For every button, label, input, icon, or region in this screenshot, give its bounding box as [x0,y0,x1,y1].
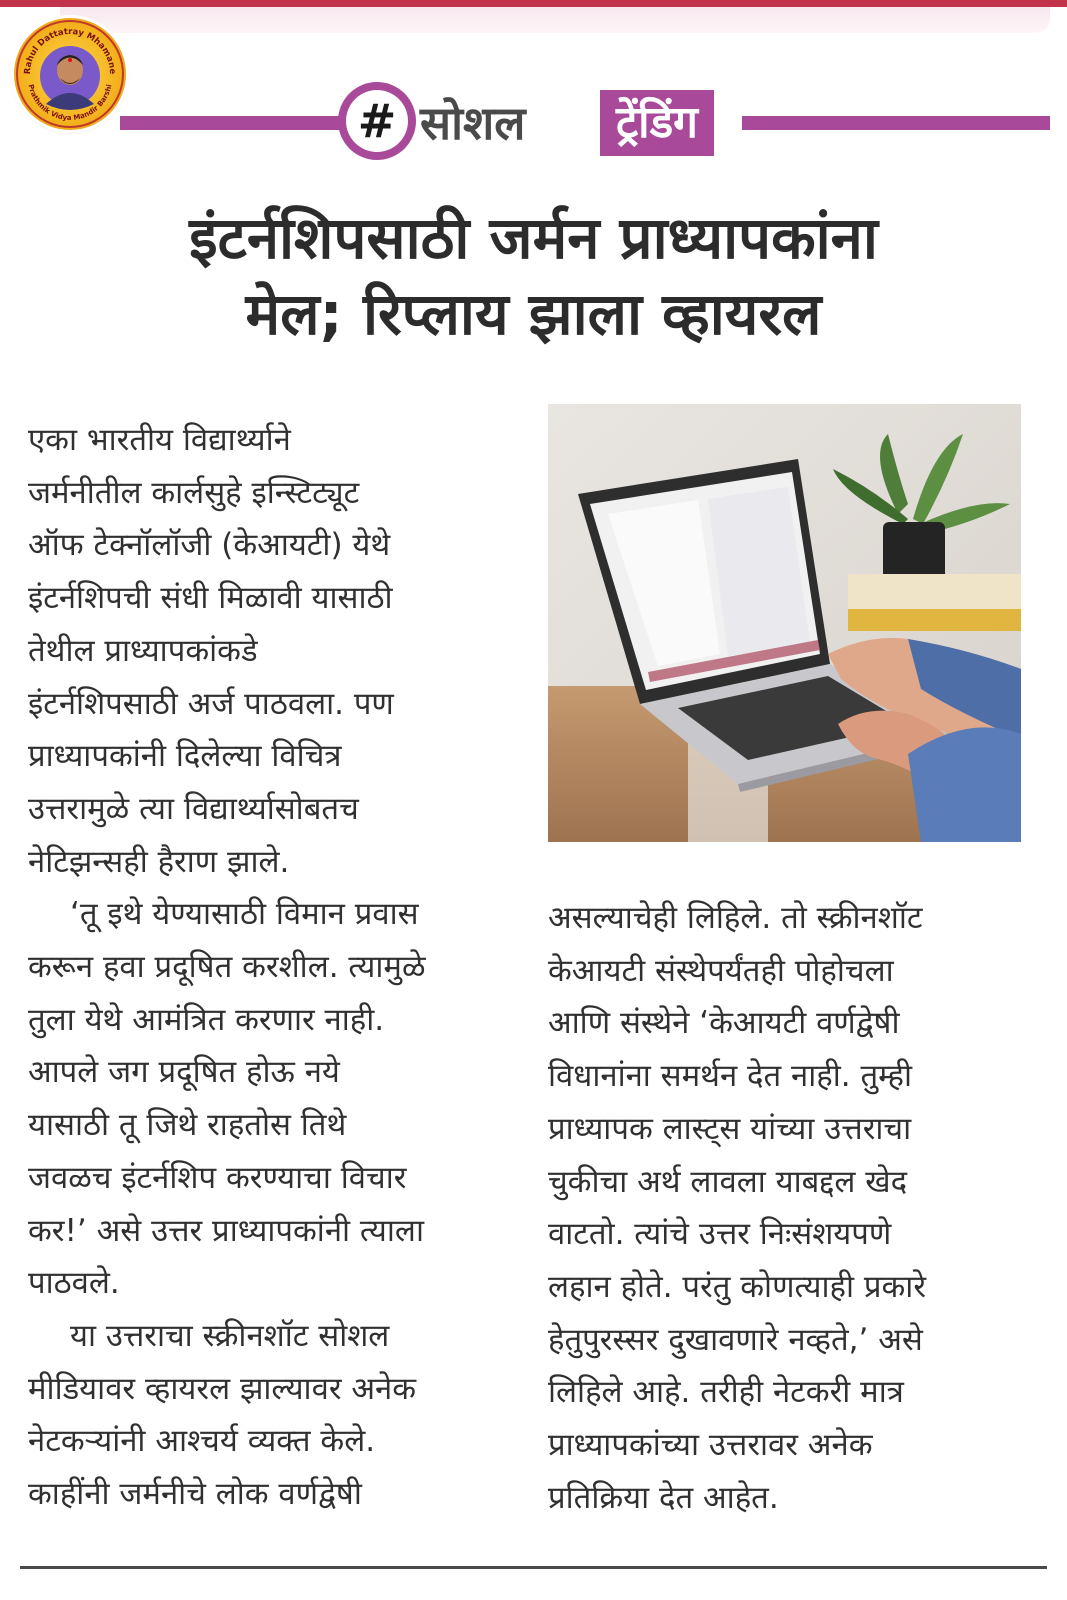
bottom-rule [20,1566,1047,1569]
text-line: या उत्तराचा स्क्रीनशॉट सोशल [70,1317,390,1354]
text-line: इंटर्नशिपसाठी अर्ज पाठवला. पण [28,685,394,722]
text-line: कर!’ असे उत्तर प्राध्यापकांनी त्याला [28,1212,424,1249]
text-line: जवळच इंटर्नशिप करण्याचा विचार [28,1159,407,1196]
text-line: ऑफ टेक्नॉलॉजी (केआयटी) येथे [28,527,391,564]
hash-icon: # [346,90,408,152]
article-photo [548,404,1021,842]
text-line: केआयटी संस्थेपर्यंतही पोहोचला [548,952,894,989]
text-line: प्राध्यापकांनी दिलेल्या विचित्र [28,738,342,775]
text-line: उत्तरामुळे त्या विद्यार्थ्यासोबतच [28,790,359,827]
text-line: मीडियावर व्हायरल झाल्यावर अनेक [28,1370,417,1407]
text-line: काहींनी जर्मनीचे लोक वर्णद्वेषी [28,1476,362,1513]
hash-badge [338,82,416,160]
seal-graphic [14,18,126,130]
text-line: आपले जग प्रदूषित होऊ नये [28,1054,340,1091]
text-line: प्रतिक्रिया देत आहेत. [548,1479,779,1516]
top-rule [0,0,1067,7]
text-line: तुला येथे आमंत्रित करणार नाही. [28,1001,385,1038]
text-line: प्राध्यापकांच्या उत्तरावर अनेक [548,1427,873,1464]
text-line: लहान होते. परंतु कोणत्याही प्रकारे [548,1268,926,1305]
text-line: ‘तू इथे येण्यासाठी विमान प्रवास [70,896,419,933]
headline [20,200,1047,352]
text-line: नेटकऱ्यांनी आश्चर्य व्यक्त केले. [28,1423,376,1460]
section-label-highlight: ट्रेंडिंग [600,90,714,156]
text-line: आणि संस्थेने ‘केआयटी वर्णद्वेषी [548,1005,900,1042]
text-line: करून हवा प्रदूषित करशील. त्यामुळे [28,949,426,986]
seal-bottom-text: Prathmik Vidya Mandir Barshi [26,83,114,123]
seal-top-text: Rahul Dattatray Mhamane [22,26,118,75]
text-line: प्राध्यापक लास्ट्स यांच्या उत्तराचा [548,1110,912,1147]
author-seal-badge [14,18,126,130]
text-line: वाटतो. त्यांचे उत्तर निःसंशयपणे [548,1216,892,1253]
article-column-1 [28,414,518,1521]
text-line: इंटर्नशिपची संधी मिळावी यासाठी [28,580,393,617]
text-line: पाठवले. [28,1265,120,1302]
text-line: यासाठी तू जिथे राहतोस तिथे [28,1107,347,1144]
text-line: चुकीचा अर्थ लावला याबद्दल खेद [548,1163,908,1200]
text-line: एका भारतीय विद्यार्थ्याने [28,422,291,458]
laptop-typing-photo [548,404,1021,842]
text-line: लिहिले आहे. तरीही नेटकरी मात्र [548,1374,904,1411]
text-line: तेथील प्राध्यापकांकडे [28,632,258,669]
section-label: सोशल [420,96,526,150]
text-line: हेतुपुरस्सर दुखावणारे नव्हते,’ असे [548,1321,923,1358]
text-line: नेटिझन्सही हैराण झाले. [28,843,290,880]
text-line: विधानांना समर्थन देत नाही. तुम्ही [548,1058,912,1095]
text-line: जर्मनीतील कार्लसुहे इन्स्टिट्यूट [28,474,360,511]
headline-line-2: मेल; रिप्लाय झाला व्हायरल [245,280,822,348]
text-line: असल्याचेही लिहिले. तो स्क्रीनशॉट [548,900,923,936]
headline-line-1: इंटर्नशिपसाठी जर्मन प्राध्यापकांना [189,204,878,272]
article-column-2 [548,892,1048,1524]
top-band [60,7,1050,33]
